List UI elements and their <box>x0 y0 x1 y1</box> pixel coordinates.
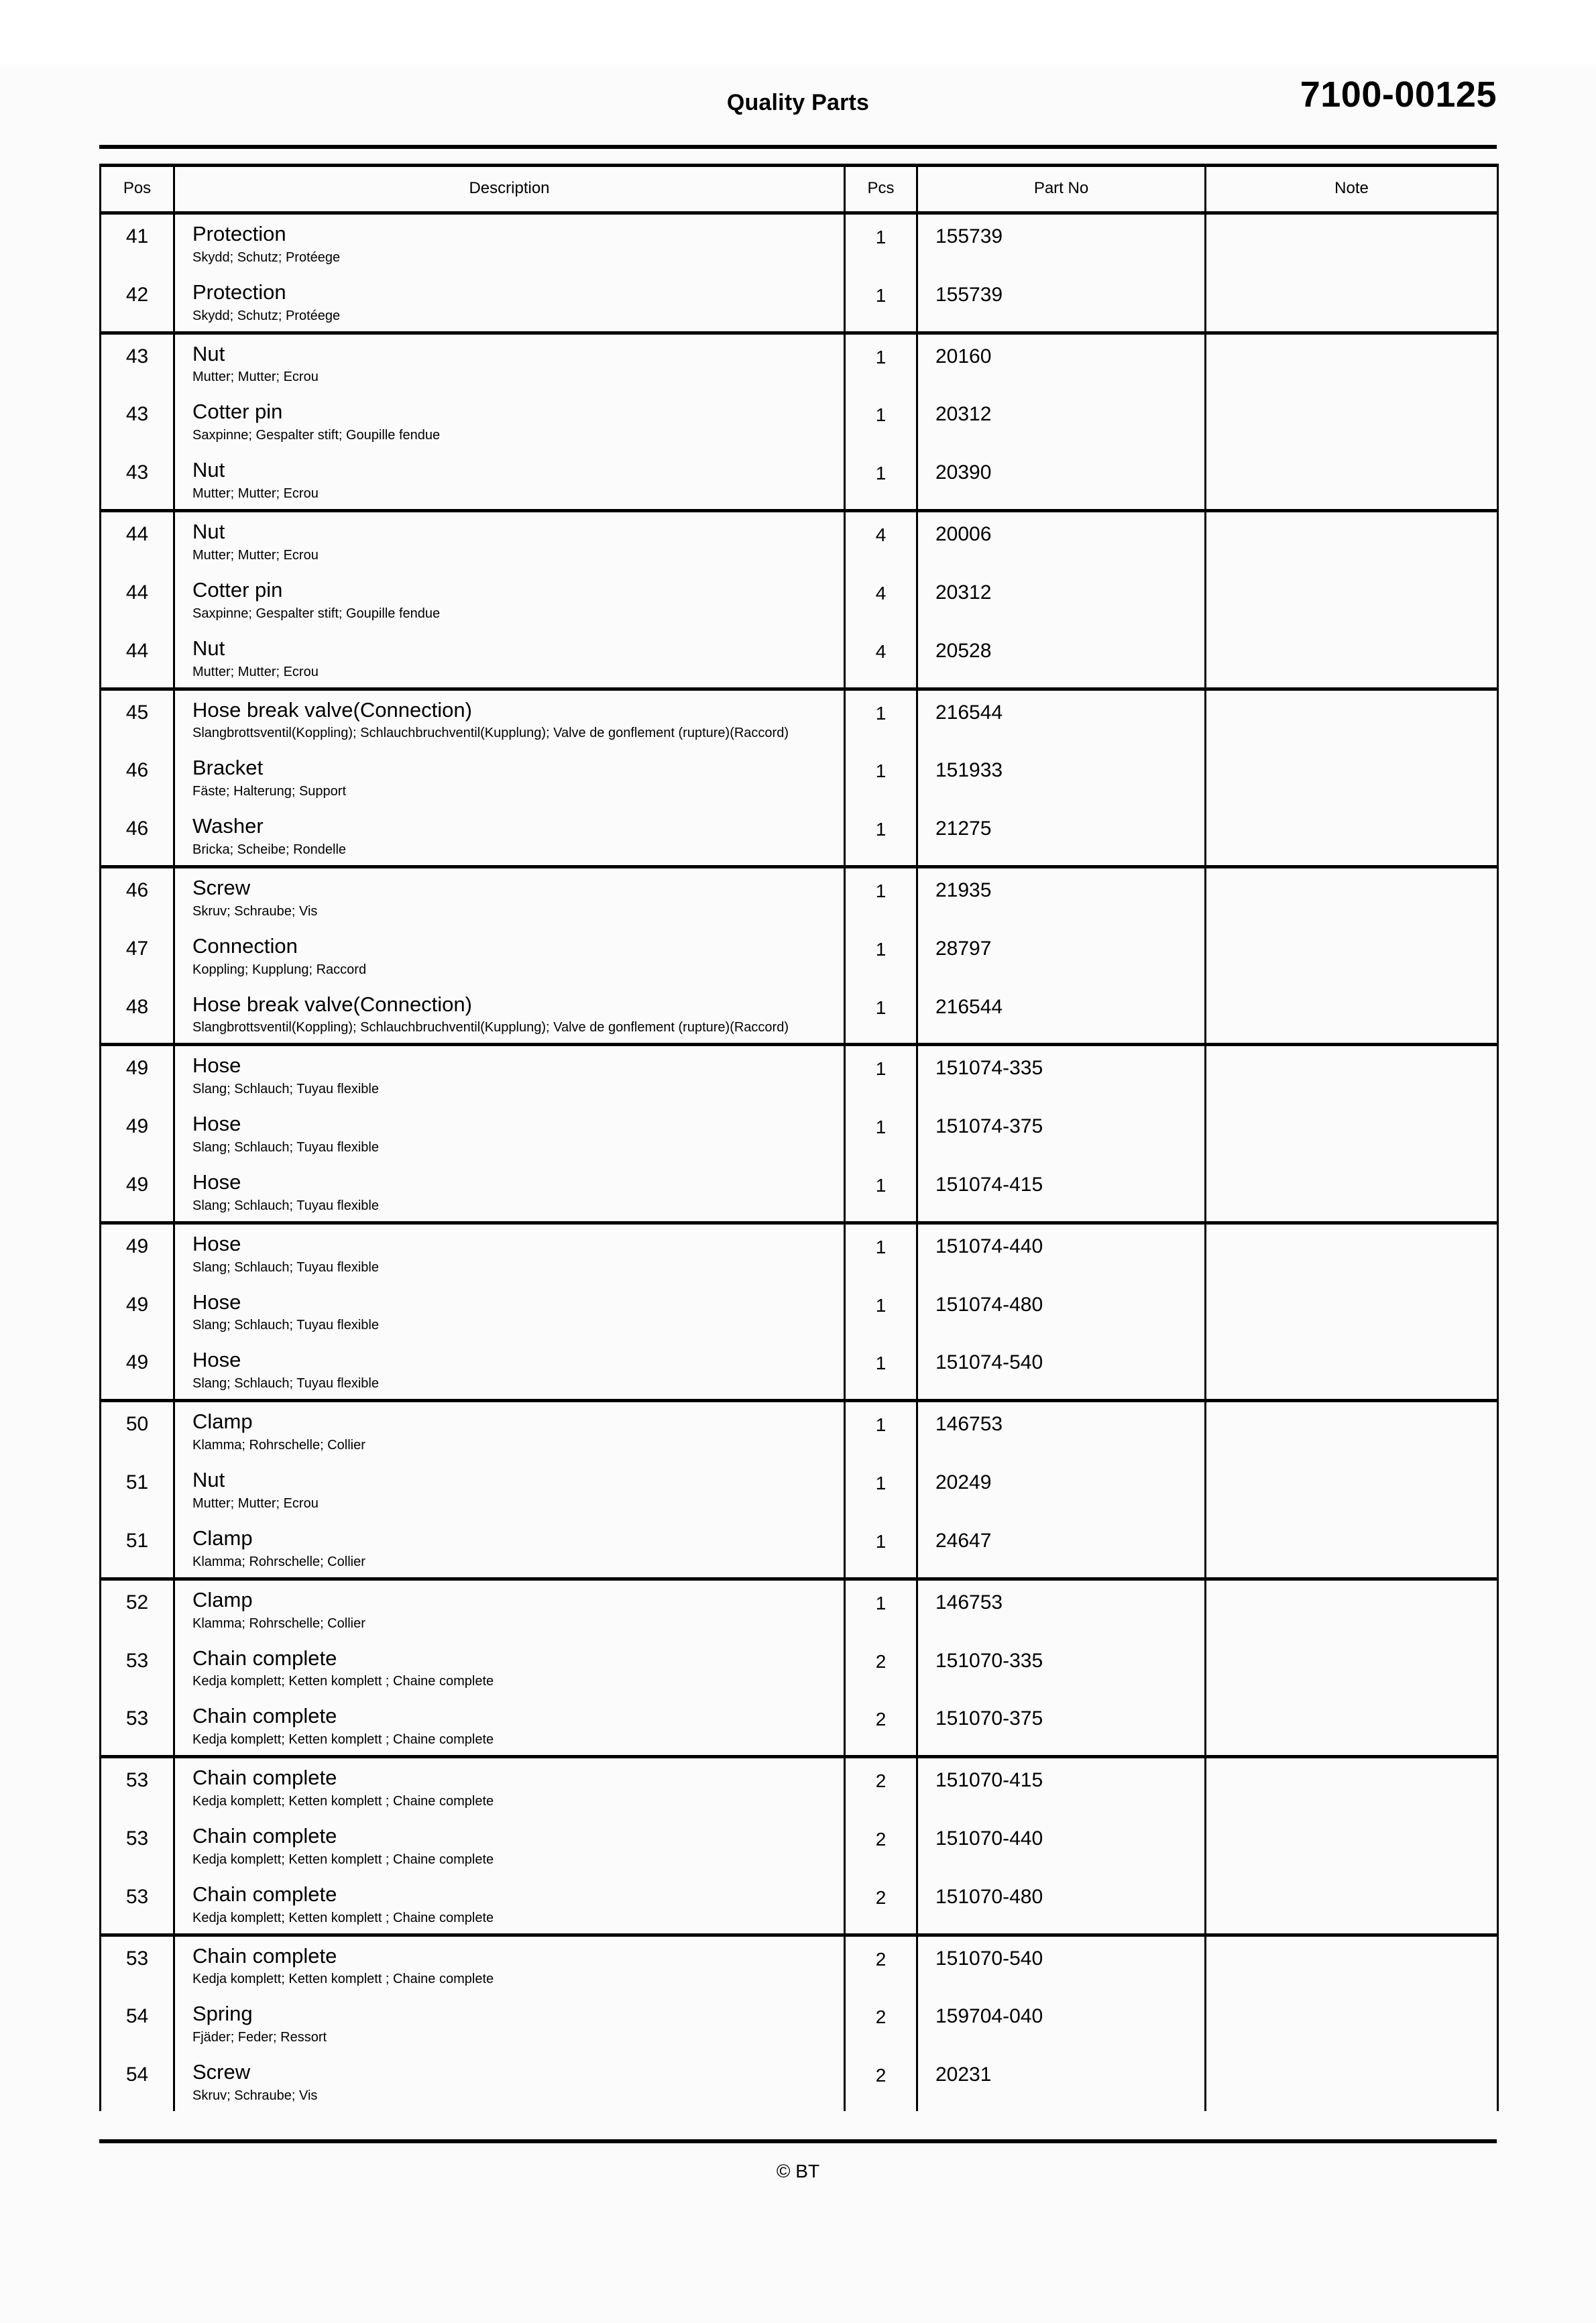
cell-part-no: 151070-480 <box>917 1875 1206 1935</box>
description-translation: Saxpinne; Gespalter stift; Goupille fendue <box>192 428 441 443</box>
cell-pcs: 4 <box>845 511 917 571</box>
cell-description <box>174 273 845 333</box>
cell-pos: 54 <box>101 2053 174 2111</box>
cell-description <box>174 2053 845 2111</box>
column-header-pos: Pos <box>101 166 174 213</box>
description-name: Cotter pin <box>192 577 283 602</box>
cell-pos: 43 <box>101 392 174 451</box>
cell-description <box>174 1875 845 1935</box>
cell-pos: 41 <box>101 213 174 273</box>
cell-pcs: 2 <box>845 1639 917 1697</box>
cell-part-no: 216544 <box>917 985 1206 1045</box>
description-translation: Slang; Schlauch; Tuyau flexible <box>192 1082 379 1097</box>
cell-pcs: 1 <box>845 689 917 748</box>
description-translation: Kedja komplett; Ketten komplett ; Chaine complete <box>192 1910 494 1925</box>
cell-pcs: 2 <box>845 1935 917 1994</box>
cell-description <box>174 1519 845 1579</box>
cell-description <box>174 1757 845 1817</box>
description-name: Cotter pin <box>192 400 283 424</box>
table-row <box>101 1579 1498 1638</box>
table-row <box>101 213 1498 273</box>
cell-part-no: 146753 <box>917 1579 1206 1638</box>
cell-pcs: 1 <box>845 1579 917 1638</box>
description-translation: Skruv; Schraube; Vis <box>192 2088 318 2103</box>
cell-note <box>1206 985 1498 1045</box>
cell-pcs: 1 <box>845 1283 917 1341</box>
cell-part-no: 28797 <box>917 927 1206 985</box>
cell-pcs: 1 <box>845 1223 917 1282</box>
table-row <box>101 1461 1498 1519</box>
parts-table <box>99 164 1499 2111</box>
cell-pcs: 2 <box>845 1697 917 1756</box>
cell-note <box>1206 1519 1498 1579</box>
cell-pcs: 1 <box>845 985 917 1045</box>
description-translation: Mutter; Mutter; Ecrou <box>192 664 319 679</box>
description-translation: Klamma; Rohrschelle; Collier <box>192 1438 365 1453</box>
description-name: Hose <box>192 1231 241 1255</box>
description-translation: Slang; Schlauch; Tuyau flexible <box>192 1318 379 1333</box>
cell-note <box>1206 927 1498 985</box>
description-name: Connection <box>192 933 298 958</box>
cell-pos: 53 <box>101 1697 174 1756</box>
cell-note <box>1206 689 1498 748</box>
description-translation: Skydd; Schutz; Protéege <box>192 308 341 323</box>
cell-pcs: 2 <box>845 1875 917 1935</box>
cell-pcs: 1 <box>845 451 917 510</box>
description-translation: Klamma; Rohrschelle; Collier <box>192 1616 365 1631</box>
cell-note <box>1206 1401 1498 1461</box>
cell-description <box>174 985 845 1045</box>
description-name: Nut <box>192 520 225 544</box>
table-row <box>101 985 1498 1045</box>
cell-description <box>174 1104 845 1163</box>
parts-catalog-page <box>0 64 1596 2323</box>
table-row <box>101 1223 1498 1282</box>
description-translation: Skruv; Schraube; Vis <box>192 903 318 919</box>
cell-pos: 54 <box>101 1994 174 2053</box>
cell-description <box>174 689 845 748</box>
description-name: Hose <box>192 1112 241 1136</box>
description-name: Screw <box>192 875 251 899</box>
description-name: Nut <box>192 636 225 660</box>
description-name: Clamp <box>192 1526 253 1550</box>
description-translation: Bricka; Scheibe; Rondelle <box>192 842 347 857</box>
page-header <box>99 64 1497 139</box>
cell-pos: 44 <box>101 629 174 689</box>
cell-description <box>174 807 845 866</box>
cell-part-no: 20249 <box>917 1461 1206 1519</box>
cell-pcs: 1 <box>845 273 917 333</box>
cell-description <box>174 333 845 392</box>
description-name: Spring <box>192 2002 253 2026</box>
cell-part-no: 20160 <box>917 333 1206 392</box>
cell-note <box>1206 1223 1498 1282</box>
cell-pos: 46 <box>101 748 174 807</box>
cell-pos: 45 <box>101 689 174 748</box>
cell-part-no: 216544 <box>917 689 1206 748</box>
header-divider <box>99 145 1497 149</box>
cell-note <box>1206 1579 1498 1638</box>
table-row <box>101 1519 1498 1579</box>
description-translation: Slang; Schlauch; Tuyau flexible <box>192 1376 379 1392</box>
cell-part-no: 20006 <box>917 511 1206 571</box>
cell-note <box>1206 1163 1498 1223</box>
description-name: Hose break valve(Connection) <box>192 697 472 722</box>
cell-description <box>174 511 845 571</box>
cell-note <box>1206 1639 1498 1697</box>
cell-note <box>1206 748 1498 807</box>
description-name: Protection <box>192 222 286 245</box>
cell-part-no: 21935 <box>917 866 1206 926</box>
cell-note <box>1206 1935 1498 1994</box>
table-row <box>101 1697 1498 1756</box>
cell-pcs: 1 <box>845 1163 917 1223</box>
cell-pcs: 1 <box>845 1045 917 1104</box>
cell-part-no: 151933 <box>917 748 1206 807</box>
cell-description <box>174 1639 845 1697</box>
cell-part-no: 151070-540 <box>917 1935 1206 1994</box>
cell-pos: 49 <box>101 1283 174 1341</box>
description-name: Chain complete <box>192 1766 337 1790</box>
cell-note <box>1206 1461 1498 1519</box>
table-header-row <box>101 166 1498 213</box>
cell-pcs: 1 <box>845 1401 917 1461</box>
cell-description <box>174 1223 845 1282</box>
cell-pos: 49 <box>101 1341 174 1400</box>
description-name: Washer <box>192 814 264 838</box>
cell-part-no: 24647 <box>917 1519 1206 1579</box>
cell-description <box>174 1817 845 1875</box>
table-row <box>101 1994 1498 2053</box>
cell-note <box>1206 1994 1498 2053</box>
cell-description <box>174 1579 845 1638</box>
cell-pcs: 1 <box>845 1341 917 1400</box>
cell-pos: 44 <box>101 511 174 571</box>
cell-part-no: 151070-335 <box>917 1639 1206 1697</box>
cell-part-no: 151070-415 <box>917 1757 1206 1817</box>
table-row <box>101 1935 1498 1994</box>
footer-copyright: © BT <box>776 2161 820 2182</box>
table-row <box>101 392 1498 451</box>
column-header-note: Note <box>1206 166 1498 213</box>
description-translation: Mutter; Mutter; Ecrou <box>192 1495 319 1511</box>
cell-note <box>1206 629 1498 689</box>
table-row <box>101 571 1498 629</box>
cell-pos: 46 <box>101 807 174 866</box>
table-row <box>101 807 1498 866</box>
cell-note <box>1206 866 1498 926</box>
cell-pos: 49 <box>101 1104 174 1163</box>
cell-part-no: 155739 <box>917 213 1206 273</box>
description-name: Clamp <box>192 1410 253 1434</box>
cell-note <box>1206 1817 1498 1875</box>
cell-pos: 53 <box>101 1757 174 1817</box>
description-translation: Kedja komplett; Ketten komplett ; Chaine complete <box>192 1674 494 1689</box>
description-translation: Slang; Schlauch; Tuyau flexible <box>192 1259 379 1275</box>
description-translation: Mutter; Mutter; Ecrou <box>192 547 319 563</box>
cell-pcs: 1 <box>845 1461 917 1519</box>
cell-pcs: 4 <box>845 629 917 689</box>
cell-description <box>174 1045 845 1104</box>
cell-description <box>174 629 845 689</box>
cell-pcs: 1 <box>845 748 917 807</box>
description-name: Hose <box>192 1290 241 1314</box>
cell-pcs: 2 <box>845 1994 917 2053</box>
table-row <box>101 1283 1498 1341</box>
table-row <box>101 689 1498 748</box>
cell-description <box>174 1935 845 1994</box>
table-row <box>101 1875 1498 1935</box>
cell-part-no: 151074-440 <box>917 1223 1206 1282</box>
cell-note <box>1206 571 1498 629</box>
cell-note <box>1206 213 1498 273</box>
cell-part-no: 151070-440 <box>917 1817 1206 1875</box>
cell-note <box>1206 1697 1498 1756</box>
cell-pcs: 2 <box>845 1817 917 1875</box>
cell-note <box>1206 807 1498 866</box>
table-header <box>101 166 1498 213</box>
cell-description <box>174 1994 845 2053</box>
description-name: Chain complete <box>192 1823 337 1848</box>
table-row <box>101 1639 1498 1697</box>
cell-note <box>1206 333 1498 392</box>
cell-description <box>174 392 845 451</box>
cell-description <box>174 451 845 510</box>
table-row <box>101 2053 1498 2111</box>
cell-description <box>174 571 845 629</box>
cell-pos: 49 <box>101 1223 174 1282</box>
description-translation: Fjäder; Feder; Ressort <box>192 2030 327 2045</box>
table-row <box>101 1401 1498 1461</box>
description-translation: Skydd; Schutz; Protéege <box>192 249 341 265</box>
table-row <box>101 1341 1498 1400</box>
description-translation: Koppling; Kupplung; Raccord <box>192 962 367 977</box>
description-translation: Kedja komplett; Ketten komplett ; Chaine complete <box>192 1972 494 1987</box>
cell-description <box>174 748 845 807</box>
table-row <box>101 748 1498 807</box>
description-name: Nut <box>192 341 225 365</box>
description-name: Chain complete <box>192 1882 337 1906</box>
description-translation: Slangbrottsventil(Koppling); Schlauchbruchventil(Kupplung); Valve de gonflement (rupture)(Raccord) <box>192 1020 789 1035</box>
cell-note <box>1206 1341 1498 1400</box>
description-name: Hose break valve(Connection) <box>192 992 472 1016</box>
cell-part-no: 151074-540 <box>917 1341 1206 1400</box>
cell-pos: 49 <box>101 1163 174 1223</box>
description-translation: Fäste; Halterung; Support <box>192 784 347 799</box>
table-row <box>101 629 1498 689</box>
cell-pos: 53 <box>101 1935 174 1994</box>
cell-pcs: 1 <box>845 333 917 392</box>
cell-pos: 52 <box>101 1579 174 1638</box>
cell-note <box>1206 1757 1498 1817</box>
cell-note <box>1206 392 1498 451</box>
description-translation: Kedja komplett; Ketten komplett ; Chaine complete <box>192 1732 494 1748</box>
table-row <box>101 1817 1498 1875</box>
cell-pos: 51 <box>101 1461 174 1519</box>
table-row <box>101 511 1498 571</box>
table-row <box>101 1757 1498 1817</box>
cell-part-no: 151070-375 <box>917 1697 1206 1756</box>
cell-note <box>1206 2053 1498 2111</box>
cell-description <box>174 866 845 926</box>
column-header-part-no: Part No <box>917 166 1206 213</box>
table-row <box>101 866 1498 926</box>
table-row <box>101 1104 1498 1163</box>
cell-pos: 46 <box>101 866 174 926</box>
cell-pos: 48 <box>101 985 174 1045</box>
cell-pcs: 1 <box>845 807 917 866</box>
column-header-description: Description <box>174 166 845 213</box>
cell-note <box>1206 1875 1498 1935</box>
description-name: Chain complete <box>192 1646 337 1670</box>
cell-pcs: 1 <box>845 866 917 926</box>
description-name: Nut <box>192 458 225 482</box>
description-translation: Saxpinne; Gespalter stift; Goupille fendue <box>192 606 441 621</box>
cell-description <box>174 1341 845 1400</box>
description-name: Clamp <box>192 1587 253 1611</box>
cell-part-no: 151074-335 <box>917 1045 1206 1104</box>
cell-description <box>174 1697 845 1756</box>
cell-description <box>174 927 845 985</box>
description-name: Nut <box>192 1468 225 1492</box>
cell-note <box>1206 1283 1498 1341</box>
cell-note <box>1206 1045 1498 1104</box>
cell-part-no: 151074-375 <box>917 1104 1206 1163</box>
cell-pcs: 2 <box>845 1757 917 1817</box>
description-translation: Klamma; Rohrschelle; Collier <box>192 1554 365 1569</box>
cell-description <box>174 1401 845 1461</box>
cell-pcs: 1 <box>845 1104 917 1163</box>
description-translation: Mutter; Mutter; Ecrou <box>192 370 319 385</box>
cell-description <box>174 1283 845 1341</box>
cell-pos: 43 <box>101 451 174 510</box>
cell-note <box>1206 451 1498 510</box>
page-title: Quality Parts <box>726 90 870 115</box>
cell-pcs: 1 <box>845 213 917 273</box>
cell-pos: 44 <box>101 571 174 629</box>
cell-pos: 53 <box>101 1875 174 1935</box>
cell-note <box>1206 1104 1498 1163</box>
description-name: Chain complete <box>192 1943 337 1968</box>
cell-description <box>174 213 845 273</box>
table-row <box>101 927 1498 985</box>
table-row <box>101 333 1498 392</box>
description-name: Chain complete <box>192 1704 337 1728</box>
cell-part-no: 20528 <box>917 629 1206 689</box>
description-translation: Mutter; Mutter; Ecrou <box>192 486 319 502</box>
cell-pcs: 4 <box>845 571 917 629</box>
description-name: Hose <box>192 1054 241 1078</box>
table-body <box>101 213 1498 2112</box>
table-row <box>101 1045 1498 1104</box>
description-name: Hose <box>192 1348 241 1372</box>
table-row <box>101 451 1498 510</box>
cell-description <box>174 1163 845 1223</box>
cell-pos: 51 <box>101 1519 174 1579</box>
cell-part-no: 20312 <box>917 571 1206 629</box>
description-name: Screw <box>192 2060 251 2084</box>
cell-pos: 47 <box>101 927 174 985</box>
description-translation: Kedja komplett; Ketten komplett ; Chaine complete <box>192 1793 494 1809</box>
cell-pos: 50 <box>101 1401 174 1461</box>
cell-pcs: 1 <box>845 927 917 985</box>
description-name: Hose <box>192 1170 241 1194</box>
column-header-pcs: Pcs <box>845 166 917 213</box>
cell-pos: 53 <box>101 1639 174 1697</box>
cell-pos: 53 <box>101 1817 174 1875</box>
table-row <box>101 1163 1498 1223</box>
cell-part-no: 146753 <box>917 1401 1206 1461</box>
cell-part-no: 20231 <box>917 2053 1206 2111</box>
cell-part-no: 159704-040 <box>917 1994 1206 2053</box>
description-translation: Kedja komplett; Ketten komplett ; Chaine complete <box>192 1852 494 1867</box>
cell-pcs: 1 <box>845 392 917 451</box>
cell-pos: 42 <box>101 273 174 333</box>
cell-pos: 49 <box>101 1045 174 1104</box>
cell-pos: 43 <box>101 333 174 392</box>
cell-note <box>1206 511 1498 571</box>
cell-part-no: 20390 <box>917 451 1206 510</box>
cell-pcs: 2 <box>845 2053 917 2111</box>
description-name: Protection <box>192 280 286 304</box>
cell-description <box>174 1461 845 1519</box>
description-translation: Slang; Schlauch; Tuyau flexible <box>192 1198 379 1213</box>
cell-note <box>1206 273 1498 333</box>
description-translation: Slang; Schlauch; Tuyau flexible <box>192 1140 379 1155</box>
document-number: 7100-00125 <box>1300 74 1497 115</box>
cell-part-no: 20312 <box>917 392 1206 451</box>
cell-part-no: 21275 <box>917 807 1206 866</box>
cell-part-no: 155739 <box>917 273 1206 333</box>
cell-part-no: 151074-480 <box>917 1283 1206 1341</box>
cell-pcs: 1 <box>845 1519 917 1579</box>
cell-part-no: 151074-415 <box>917 1163 1206 1223</box>
description-name: Bracket <box>192 756 264 780</box>
description-translation: Slangbrottsventil(Koppling); Schlauchbruchventil(Kupplung); Valve de gonflement (rupture)(Raccord) <box>192 726 789 741</box>
table-row <box>101 273 1498 333</box>
